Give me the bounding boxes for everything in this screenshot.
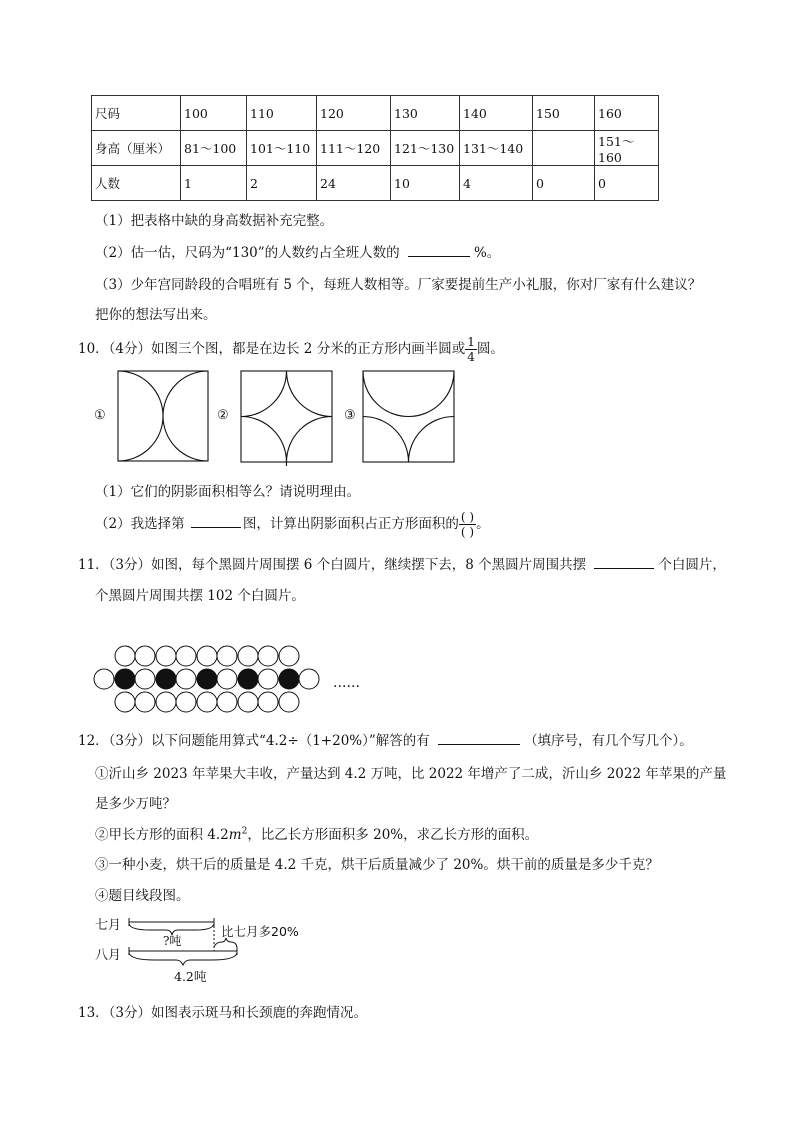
fraction-numerator: 1 <box>467 335 475 349</box>
q9-part2-text: （2）估一估，尺码为“130”的人数约占全班人数的 <box>95 245 400 261</box>
q10-part1: （1）它们的阴影面积相等么？请说明理由。 <box>95 484 361 500</box>
q12-option2-end: ，比乙长方形面积多 20%，求乙长方形的面积。 <box>247 827 539 843</box>
table-cell: 131～140 <box>460 131 533 166</box>
extra-brace <box>214 938 237 947</box>
q10-part2-mid: 图，计算出阴影面积占正方形面积的 <box>242 516 459 532</box>
figure-label-1: ① <box>94 408 106 423</box>
q9-part3-line2: 把你的想法写出来。 <box>95 307 217 323</box>
q11-line1-end: 个白圆片， <box>658 557 726 573</box>
table-cell: 121～130 <box>391 131 460 166</box>
table-cell: 81～100 <box>181 131 247 166</box>
diagram-label-more: 比七月多20% <box>221 924 299 939</box>
table-cell: 24 <box>317 166 391 201</box>
q9-part1: （1）把表格中缺的身高数据补充完整。 <box>95 213 334 229</box>
q9-part3-line1: （3）少年宫同龄段的合唱班有 5 个，每班人数相等。厂家要提前生产小礼服，你对厂家有什么建议？ <box>95 277 702 293</box>
diagram-label-july: 七月 <box>95 918 122 933</box>
q10-stem-text: 10．（4分）如图三个图，都是在边长 2 分米的正方形内画半圆或 <box>78 341 466 357</box>
fraction-numerator[interactable]: ( ) <box>460 510 475 524</box>
table-cell: 4 <box>460 166 533 201</box>
unit-exponent: 2 <box>241 826 248 837</box>
diagram-label-total: 4.2吨 <box>174 969 207 984</box>
q12-stem-text: 12．（3分）以下问题能用算式“4.2÷（1+20%）”解答的有 <box>78 733 430 749</box>
q13-stem: 13．（3分）如图表示斑马和长颈鹿的奔跑情况。 <box>78 1005 368 1021</box>
table-cell: 150 <box>533 96 595 131</box>
table-cell: 0 <box>533 166 595 201</box>
q12-option1-line1: ①沂山乡 2023 年苹果大丰收，产量达到 4.2 万吨，比 2022 年增产了二成，沂山乡 2022 年苹果的产量 <box>95 766 727 782</box>
q11-line1-text: 11．（3分）如图，每个黑圆片周围摆 6 个白圆片，继续摆下去，8 个黑圆片周围共摆 <box>78 557 587 573</box>
table-cell: 160 <box>595 96 659 131</box>
diagram-label-unknown: ?吨 <box>163 934 182 948</box>
unit-m: m <box>228 827 242 843</box>
table-cell: 100 <box>181 96 247 131</box>
table-cell: 2 <box>247 166 317 201</box>
table-cell: 身高（厘米） <box>92 131 181 166</box>
pattern-ellipsis: …… <box>333 675 360 691</box>
august-brace <box>129 953 237 965</box>
table-cell: 10 <box>391 166 460 201</box>
q12-stem-end: （填序号，有几个写几个）。 <box>524 733 693 749</box>
q10-stem-end: 圆。 <box>476 341 504 357</box>
table-cell: 130 <box>391 96 460 131</box>
q10-part2-end: 。 <box>476 516 490 532</box>
fraction-denominator: 4 <box>467 350 475 364</box>
diagram-label-august: 八月 <box>95 948 122 963</box>
table-cell: 101～110 <box>247 131 317 166</box>
table-cell: 人数 <box>92 166 181 201</box>
q9-part2-unit: %。 <box>473 245 501 261</box>
figure-label-3: ③ <box>344 408 356 423</box>
fraction-denominator[interactable]: ( ) <box>460 525 475 539</box>
table-cell: 尺码 <box>92 96 181 131</box>
figure-label-2: ② <box>217 408 229 423</box>
q12-option1-line2: 是多少万吨？ <box>95 796 176 812</box>
table-cell: 151～160 <box>595 131 659 166</box>
q11-line2: 个黑圆片周围共摆 102 个白圆片。 <box>95 588 305 604</box>
table-cell: 110 <box>247 96 317 131</box>
table-cell: 1 <box>181 166 247 201</box>
q12-option2-text: ②甲长方形的面积 4.2 <box>95 827 229 843</box>
table-cell: 120 <box>317 96 391 131</box>
table-cell: 0 <box>595 166 659 201</box>
q12-option4: ④题目线段图。 <box>95 888 190 904</box>
q12-option3: ③一种小麦，烘干后的质量是 4.2 千克，烘干后质量减少了 20%。烘干前的质量是多少千克？ <box>95 857 659 873</box>
table-cell: 111～120 <box>317 131 391 166</box>
table-cell: 140 <box>460 96 533 131</box>
july-brace <box>129 924 214 935</box>
q10-part2-text: （2）我选择第 <box>95 516 185 532</box>
